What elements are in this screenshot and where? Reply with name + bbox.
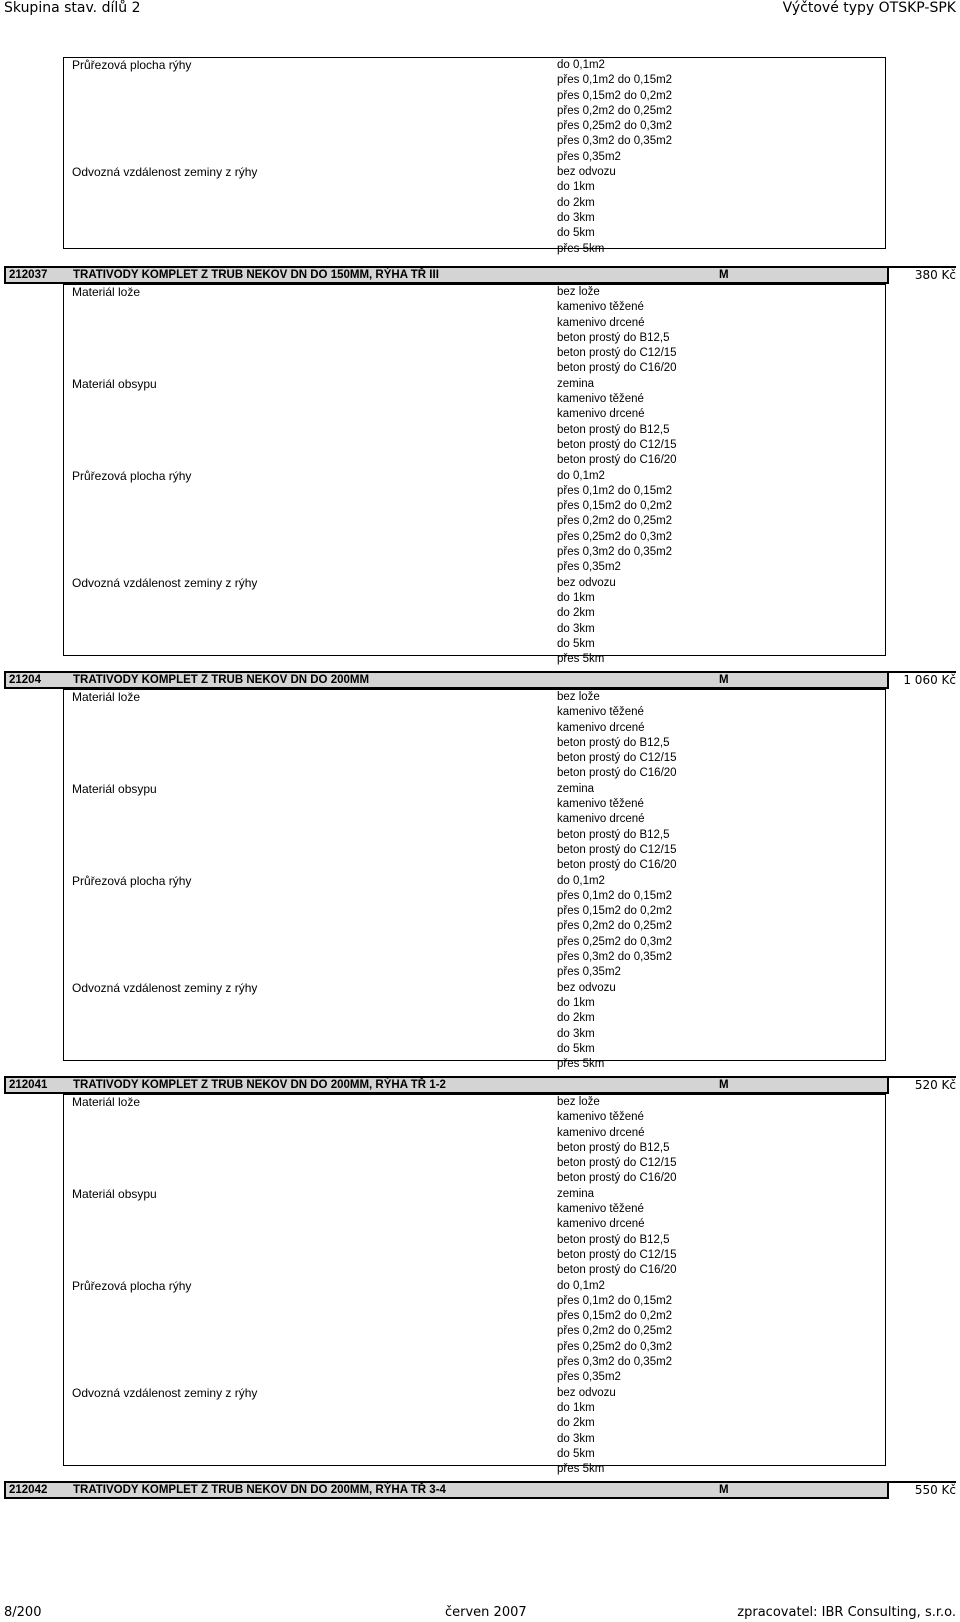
parameter-option: přes 0,35m2	[557, 966, 621, 979]
item-name: TRATIVODY KOMPLET Z TRUB NEKOV DN DO 150MM, RÝHA TŘ III	[73, 269, 439, 281]
parameter-label: Odvozná vzdálenost zeminy z rýhy	[72, 575, 258, 590]
item-code: 21204	[9, 674, 41, 686]
parameter-option: kamenivo těžené	[557, 393, 644, 406]
parameter-option: do 1km	[557, 996, 595, 1009]
parameter-option: přes 0,25m2 do 0,3m2	[557, 935, 673, 948]
parameter-options	[557, 690, 885, 782]
parameter-option: do 2km	[557, 196, 595, 209]
parameter-options	[557, 285, 885, 377]
parameter-options	[557, 165, 885, 257]
parameter-option: kamenivo drcené	[557, 813, 645, 826]
item-name: TRATIVODY KOMPLET Z TRUB NEKOV DN DO 200MM, RÝHA TŘ 1-2	[73, 1079, 446, 1091]
parameter-option: beton prostý do C16/20	[557, 1264, 677, 1277]
item-row	[4, 1481, 956, 1499]
parameter-label: Materiál obsypu	[72, 1186, 157, 1201]
parameter-group-plocha	[64, 469, 885, 576]
item-unit: M	[719, 269, 729, 281]
parameter-option: přes 0,1m2 do 0,15m2	[557, 484, 673, 497]
parameter-options	[557, 1386, 885, 1478]
item-price: 380 Kč	[887, 268, 960, 284]
parameter-option: přes 0,35m2	[557, 561, 621, 574]
parameter-option: beton prostý do C16/20	[557, 859, 677, 872]
parameter-option: kamenivo drcené	[557, 316, 645, 329]
item-unit: M	[719, 1484, 729, 1496]
parameter-option: přes 0,2m2 do 0,25m2	[557, 515, 673, 528]
parameter-options	[557, 1187, 885, 1279]
parameter-group-obsyp	[64, 782, 885, 874]
parameter-option: beton prostý do C16/20	[557, 1172, 677, 1185]
parameter-option: do 3km	[557, 1432, 595, 1445]
parameter-label: Materiál lože	[72, 1095, 141, 1109]
parameter-option: do 2km	[557, 1417, 595, 1430]
parameter-option: kamenivo těžené	[557, 706, 644, 719]
parameter-option: kamenivo drcené	[557, 408, 645, 421]
parameter-option: přes 0,35m2	[557, 150, 621, 163]
parameter-group-obsyp	[64, 377, 885, 469]
parameter-option: do 5km	[557, 1447, 595, 1460]
parameter-label: Průřezová plocha rýhy	[72, 468, 192, 483]
parameter-option: přes 0,3m2 do 0,35m2	[557, 546, 673, 559]
parameter-options	[557, 469, 885, 576]
parameter-option: bez lože	[557, 1096, 600, 1108]
item-name: TRATIVODY KOMPLET Z TRUB NEKOV DN DO 200MM	[73, 674, 370, 686]
parameter-option: přes 0,15m2 do 0,2m2	[557, 905, 673, 918]
parameter-group-odvoz	[64, 165, 885, 257]
parameter-option: kamenivo drcené	[557, 1126, 645, 1139]
parameter-option: do 3km	[557, 1027, 595, 1040]
item-parameters-block	[63, 1094, 886, 1476]
parameter-label: Průřezová plocha rýhy	[72, 1278, 192, 1293]
item-parameters-block	[63, 689, 886, 1071]
parameter-option: beton prostý do C12/15	[557, 1248, 677, 1261]
parameter-option: přes 0,3m2 do 0,35m2	[557, 135, 673, 148]
parameter-option: kamenivo těžené	[557, 1111, 644, 1124]
parameter-option: do 2km	[557, 607, 595, 620]
parameter-group-plocha	[64, 58, 885, 165]
parameter-options	[557, 1279, 885, 1386]
parameter-label: Materiál obsypu	[72, 376, 157, 391]
parameter-options	[557, 576, 885, 668]
parameter-group-loze	[64, 1095, 885, 1187]
item-name: TRATIVODY KOMPLET Z TRUB NEKOV DN DO 200MM, RÝHA TŘ 3-4	[73, 1484, 446, 1496]
parameter-option: beton prostý do B12,5	[557, 331, 670, 344]
parameter-option: beton prostý do C12/15	[557, 1157, 677, 1170]
parameter-option: zemina	[557, 782, 595, 795]
header-group-title: Skupina stav. dílů 2	[4, 0, 141, 16]
parameter-option: přes 5km	[557, 653, 605, 666]
parameter-option: beton prostý do C12/15	[557, 347, 677, 360]
parameter-option: přes 0,1m2 do 0,15m2	[557, 1294, 673, 1307]
parameter-group-loze	[64, 690, 885, 782]
parameter-option: do 0,1m2	[557, 59, 605, 71]
parameter-options	[557, 981, 885, 1073]
parameter-option: přes 0,2m2 do 0,25m2	[557, 104, 673, 117]
parameter-options	[557, 58, 885, 165]
parameter-option: do 1km	[557, 1401, 595, 1414]
item-unit: M	[719, 674, 729, 686]
parameter-option: do 5km	[557, 637, 595, 650]
parameter-options	[557, 874, 885, 981]
parameter-option: beton prostý do C12/15	[557, 438, 677, 451]
item-price: 550 Kč	[887, 1483, 960, 1499]
parameter-option: přes 0,2m2 do 0,25m2	[557, 1325, 673, 1338]
parameter-group-plocha	[64, 1279, 885, 1386]
parameter-option: kamenivo těžené	[557, 1203, 644, 1216]
parameter-option: přes 0,1m2 do 0,15m2	[557, 74, 673, 87]
parameter-group-obsyp	[64, 1187, 885, 1279]
parameter-label: Materiál obsypu	[72, 781, 157, 796]
parameter-option: bez lože	[557, 691, 600, 703]
parameter-option: přes 0,35m2	[557, 1371, 621, 1384]
parameter-option: do 3km	[557, 211, 595, 224]
parameter-option: přes 5km	[557, 242, 605, 255]
parameter-option: beton prostý do C16/20	[557, 362, 677, 375]
parameter-options	[557, 1095, 885, 1187]
parameter-options	[557, 782, 885, 874]
parameter-option: beton prostý do C12/15	[557, 752, 677, 765]
parameter-option: beton prostý do B12,5	[557, 828, 670, 841]
parameter-group-plocha	[64, 874, 885, 981]
parameter-label: Průřezová plocha rýhy	[72, 873, 192, 888]
parameter-option: přes 0,1m2 do 0,15m2	[557, 889, 673, 902]
parameter-option: přes 0,15m2 do 0,2m2	[557, 89, 673, 102]
parameter-option: přes 0,25m2 do 0,3m2	[557, 1340, 673, 1353]
parameter-option: přes 0,15m2 do 0,2m2	[557, 500, 673, 513]
footer-author: zpracovatel: IBR Consulting, s.r.o.	[737, 1605, 956, 1620]
item-code: 212037	[9, 269, 48, 281]
parameter-option: do 0,1m2	[557, 1279, 605, 1292]
parameter-option: do 0,1m2	[557, 469, 605, 482]
item-parameters-block	[63, 284, 886, 666]
parameter-option: beton prostý do B12,5	[557, 1141, 670, 1154]
parameter-label: Odvozná vzdálenost zeminy z rýhy	[72, 1385, 258, 1400]
parameter-option: do 1km	[557, 181, 595, 194]
parameter-option: zemina	[557, 1187, 595, 1200]
page-number: 8/200	[4, 1605, 42, 1620]
item-row	[4, 1076, 956, 1094]
parameter-option: kamenivo těžené	[557, 798, 644, 811]
parameter-option: beton prostý do B12,5	[557, 1233, 670, 1246]
parameter-option: beton prostý do C16/20	[557, 767, 677, 780]
parameter-option: do 0,1m2	[557, 874, 605, 887]
parameter-label: Odvozná vzdálenost zeminy z rýhy	[72, 980, 258, 995]
parameter-option: přes 5km	[557, 1463, 605, 1476]
footer-date: červen 2007	[445, 1605, 527, 1620]
parameter-group-odvoz	[64, 576, 885, 668]
parameter-option: kamenivo drcené	[557, 1218, 645, 1231]
item-row	[4, 266, 956, 284]
parameter-option: zemina	[557, 377, 595, 390]
item-code: 212042	[9, 1484, 48, 1496]
parameter-group-odvoz	[64, 981, 885, 1073]
parameter-option: bez odvozu	[557, 1386, 616, 1399]
parameter-option: bez odvozu	[557, 576, 616, 589]
header-document-title: Výčtové typy OTSKP-SPK	[782, 0, 956, 16]
parameter-option: do 2km	[557, 1012, 595, 1025]
item-price: 520 Kč	[887, 1078, 960, 1094]
parameter-option: beton prostý do B12,5	[557, 423, 670, 436]
parameter-option: do 3km	[557, 622, 595, 635]
parameter-option: do 1km	[557, 591, 595, 604]
parameter-option: přes 0,25m2 do 0,3m2	[557, 530, 673, 543]
parameter-option: přes 0,2m2 do 0,25m2	[557, 920, 673, 933]
parameter-option: přes 0,3m2 do 0,35m2	[557, 1356, 673, 1369]
parameter-option: přes 0,25m2 do 0,3m2	[557, 120, 673, 133]
parameter-option: přes 5km	[557, 1058, 605, 1071]
parameter-option: přes 0,3m2 do 0,35m2	[557, 951, 673, 964]
parameter-option: beton prostý do C12/15	[557, 843, 677, 856]
parameter-option: kamenivo drcené	[557, 721, 645, 734]
parameter-label: Průřezová plocha rýhy	[72, 58, 192, 72]
parameter-options	[557, 377, 885, 469]
parameter-label: Materiál lože	[72, 285, 141, 299]
parameter-option: bez odvozu	[557, 166, 616, 179]
parameter-group-odvoz	[64, 1386, 885, 1478]
item-unit: M	[719, 1079, 729, 1091]
parameter-option: do 5km	[557, 1042, 595, 1055]
parameter-label: Materiál lože	[72, 690, 141, 704]
parameter-option: kamenivo těžené	[557, 301, 644, 314]
parameter-label: Odvozná vzdálenost zeminy z rýhy	[72, 165, 258, 180]
item-price: 1 060 Kč	[887, 673, 960, 689]
parameter-option: přes 0,15m2 do 0,2m2	[557, 1310, 673, 1323]
parameter-option: do 5km	[557, 227, 595, 240]
parameter-option: bez lože	[557, 286, 600, 298]
item-parameters-block	[63, 57, 886, 255]
parameter-option: bez odvozu	[557, 981, 616, 994]
item-row	[4, 671, 956, 689]
parameter-group-loze	[64, 285, 885, 377]
parameter-option: beton prostý do C16/20	[557, 454, 677, 467]
parameter-option: beton prostý do B12,5	[557, 736, 670, 749]
item-code: 212041	[9, 1079, 48, 1091]
